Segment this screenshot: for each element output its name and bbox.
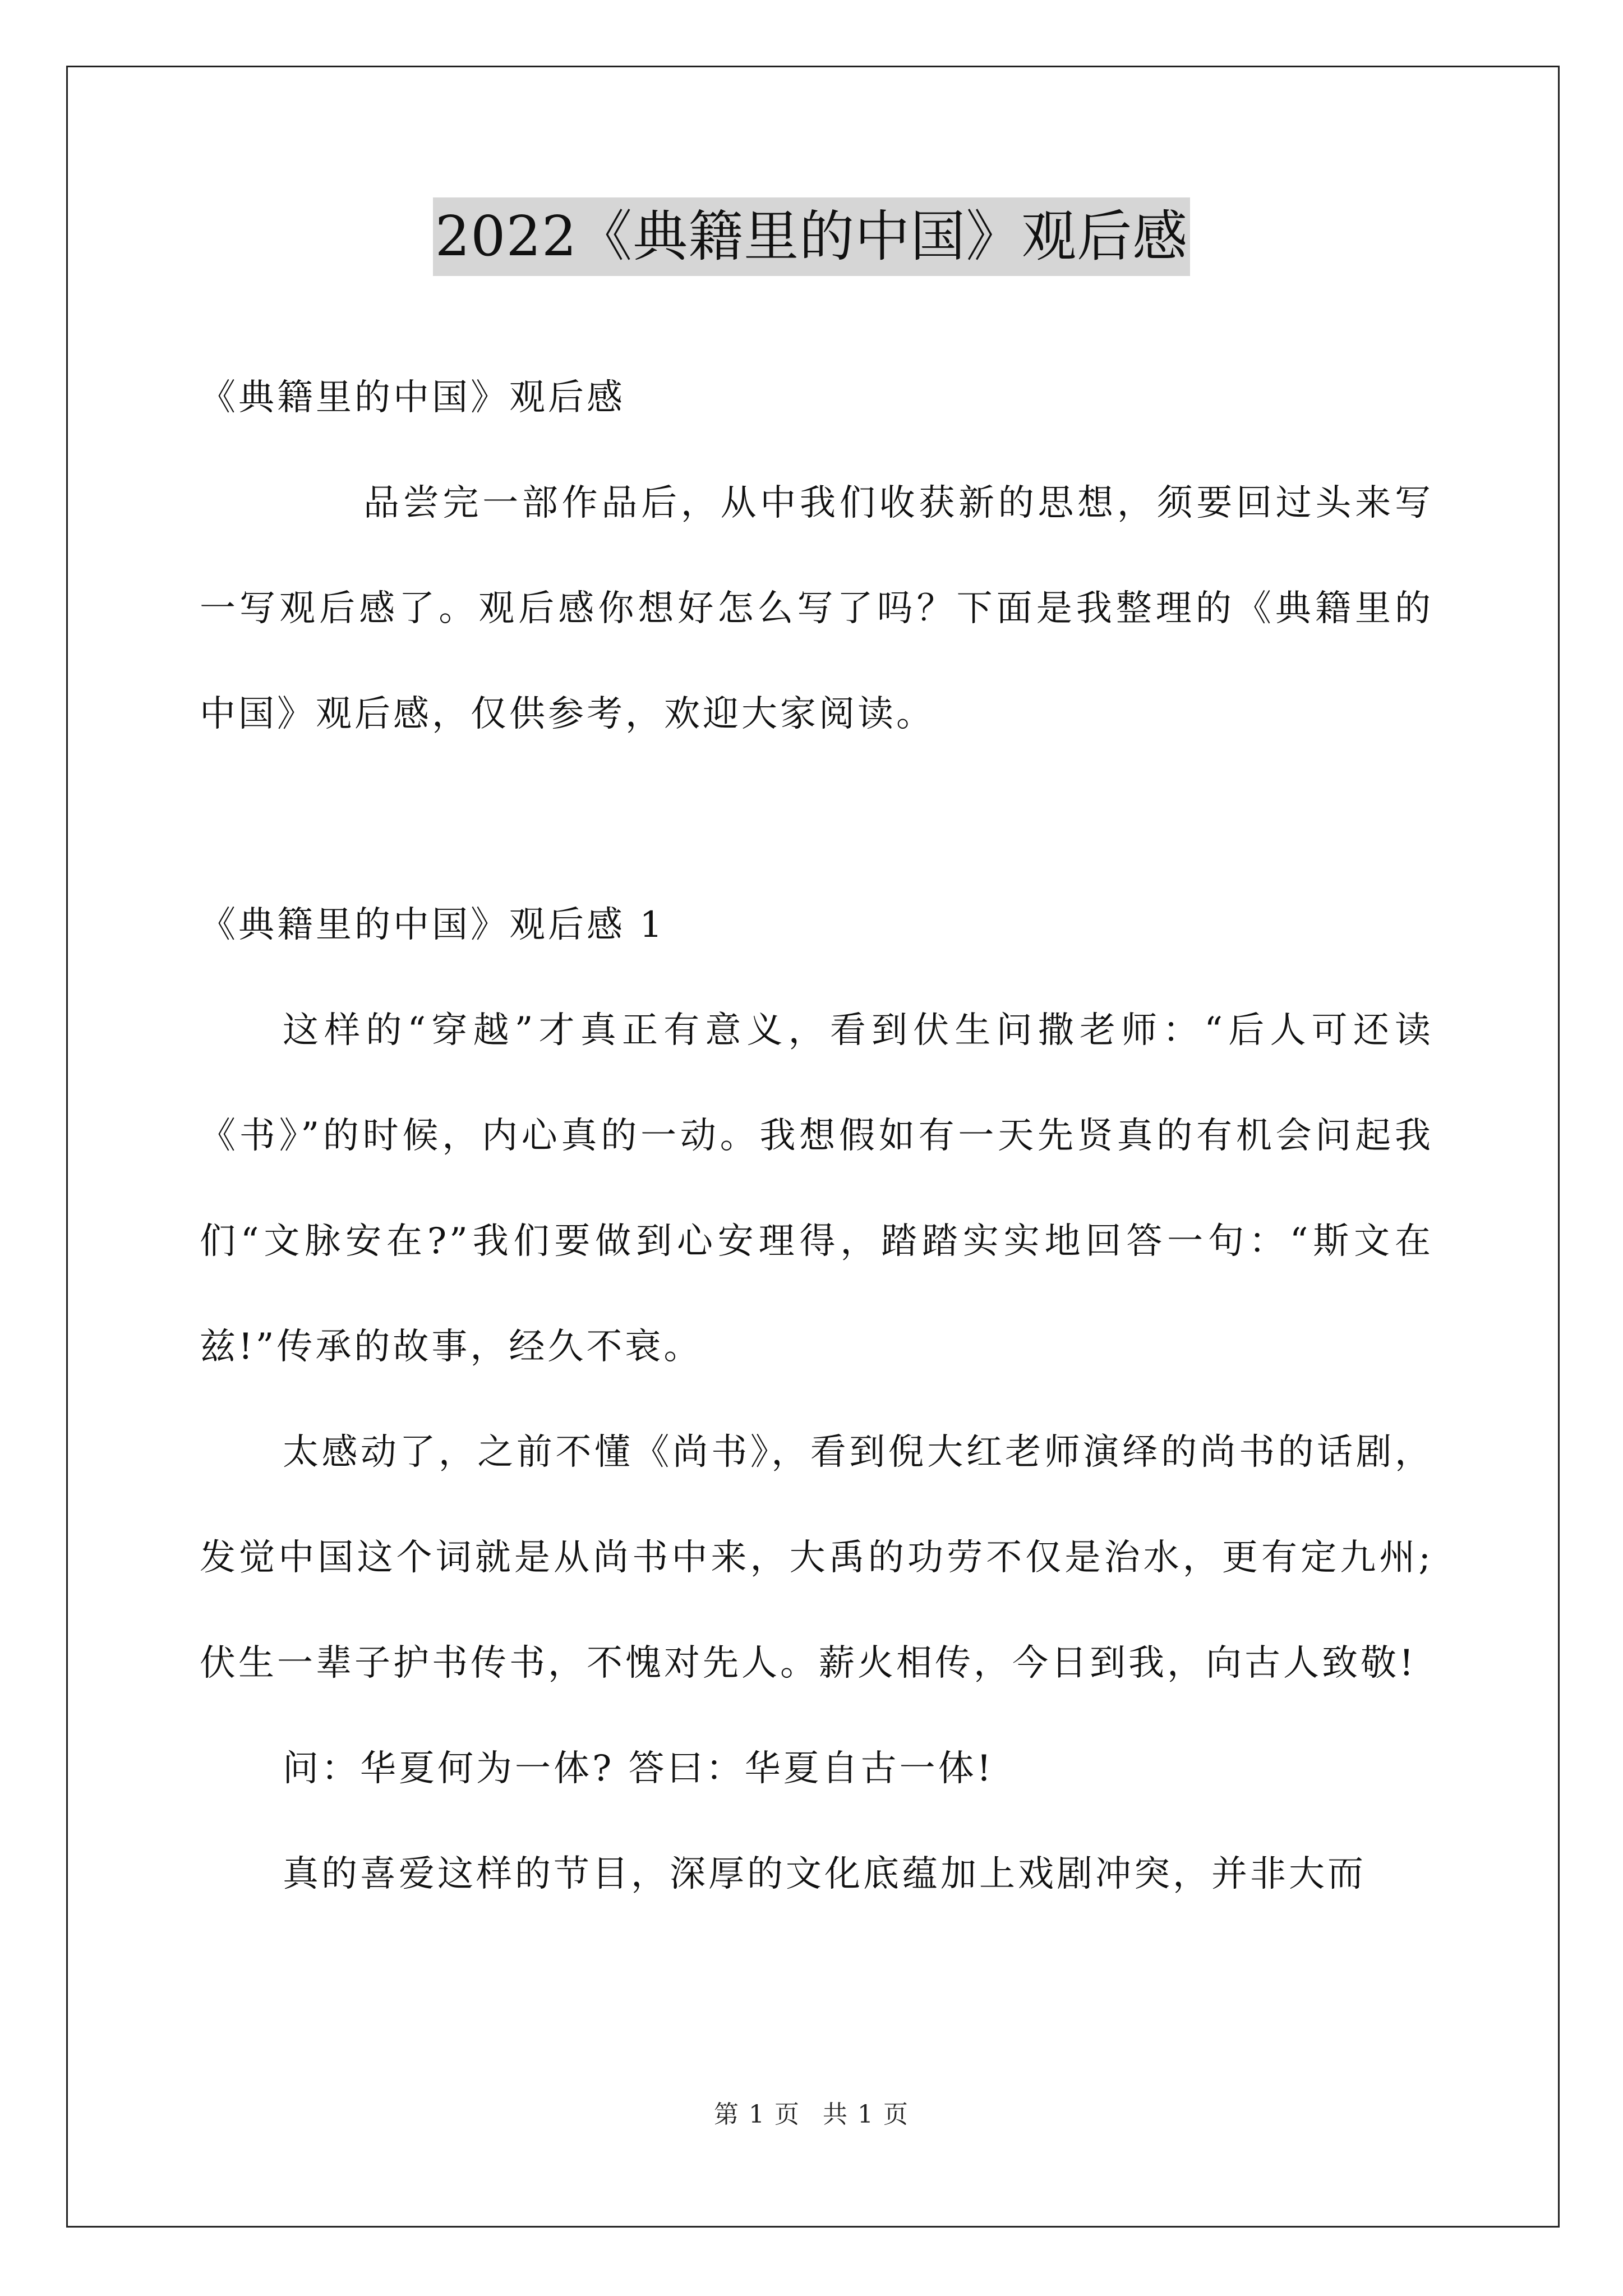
section-heading: 《典籍里的中国》观后感 1 — [200, 904, 666, 946]
body-paragraph-1: 这样的“穿越”才真正有意义，看到伏生问撒老师：“后人可还读《书》”的时候，内心真的一动。我想假如有一天先贤真的有机会问起我们“文脉安在?”我们要做到心安理得，踏踏实实地回答一句：“斯文在兹!”传承的故事，经久不衰。 — [200, 1010, 1433, 1368]
intro-paragraph: 品尝完一部作品后，从中我们收获新的思想，须要回过头来写一写观后感了。观后感你想好怎么写了吗？下面是我整理的《典籍里的中国》观后感，仅供参考，欢迎大家阅读。 — [200, 482, 1433, 735]
page-footer — [0, 2098, 1623, 2132]
subtitle: 《典籍里的中国》观后感 — [200, 377, 625, 418]
body-paragraph-3: 问：华夏何为一体? 答曰：华夏自古一体! — [283, 1748, 994, 1789]
body-paragraph-4: 真的喜爱这样的节目，深厚的文化底蕴加上戏剧冲突，并非大而 — [283, 1853, 1366, 1895]
title-container — [0, 197, 1623, 276]
document-body — [200, 345, 1433, 1927]
page-total: 共 1 页 — [823, 2100, 909, 2129]
document-title: 2022《典籍里的中国》观后感 — [433, 197, 1190, 276]
page-number: 第 1 页 — [714, 2100, 800, 2129]
body-paragraph-2: 太感动了，之前不懂《尚书》，看到倪大红老师演绎的尚书的话剧，发觉中国这个词就是从尚书中来，大禹的功劳不仅是治水，更有定九州;伏生一辈子护书传书，不愧对先人。薪火相传，今日到我，向古人致敬! — [200, 1432, 1433, 1684]
